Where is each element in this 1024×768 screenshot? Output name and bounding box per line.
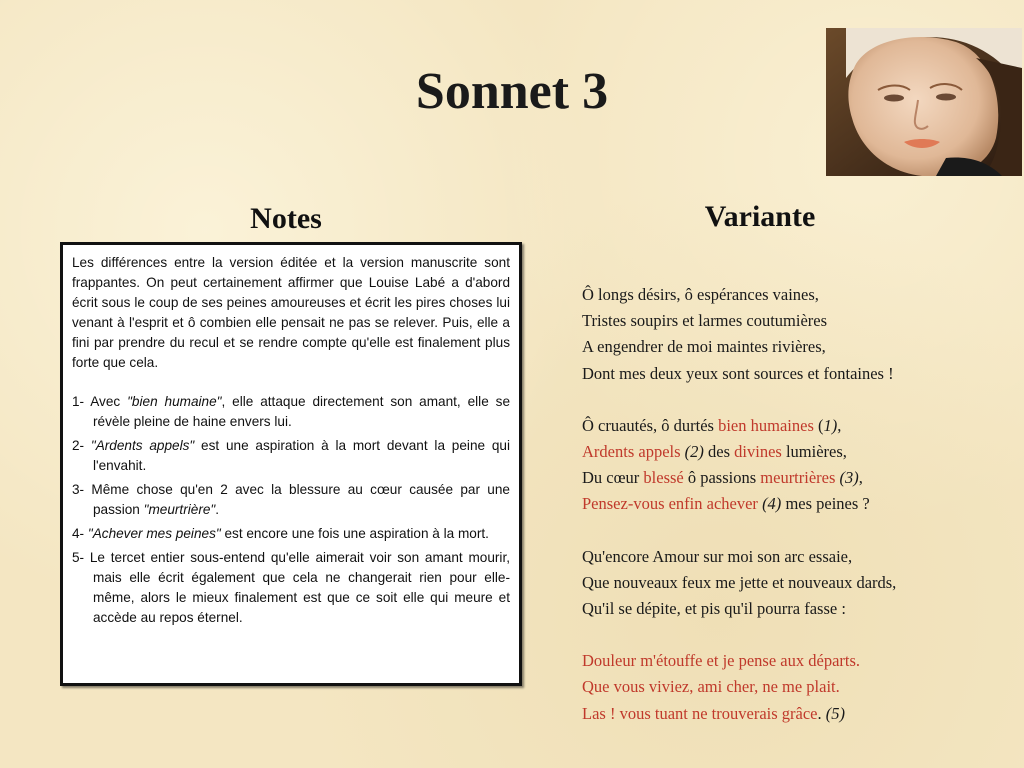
note-text: est encore une fois une aspiration à la mort.	[220, 526, 489, 541]
poem-text: des	[703, 442, 735, 462]
poem-text: Douleur m'étouffe et je pense aux départs.	[582, 651, 861, 671]
note-number: 1-	[72, 394, 91, 409]
poem-text: meurtrières	[760, 468, 836, 488]
poem-text: mes peines ?	[781, 494, 870, 514]
note-text: "Ardents appels"	[90, 438, 195, 453]
note-item	[72, 548, 510, 628]
poem-text: 1)	[823, 415, 838, 435]
poem-text: Tristes soupirs et larmes coutumières	[582, 311, 828, 331]
poem-text: blessé	[643, 468, 684, 488]
poem-line	[582, 648, 1002, 674]
note-item	[72, 480, 510, 520]
poem-text: ,	[837, 415, 842, 435]
poem-line	[582, 361, 1002, 387]
poem-text: Du cœur	[582, 468, 644, 488]
note-number: 3-	[72, 482, 92, 497]
poem-text: (3)	[839, 468, 859, 488]
note-text: est une aspiration à la mort devant la peine qui l'envahit.	[93, 438, 510, 473]
poem-line	[582, 282, 1002, 308]
poem-text: divines	[734, 442, 782, 462]
poem-stanza	[582, 544, 1002, 623]
poem-stanza	[582, 413, 1002, 518]
note-text: "meurtrière"	[143, 502, 216, 517]
note-text: .	[215, 502, 220, 517]
poem-text: ô passions	[683, 468, 761, 488]
poem-line	[582, 674, 1002, 700]
poem-stanza	[582, 282, 1002, 387]
slide-title: Sonnet 3	[415, 63, 609, 120]
poem-line	[582, 701, 1002, 727]
poem-text: Las ! vous tuant ne trouverais grâce	[582, 703, 818, 723]
poem-text: (5)	[825, 703, 845, 723]
poem-text: Ô cruautés, ô durtés	[582, 415, 719, 435]
poem-line	[582, 334, 1002, 360]
poem-text: ,	[858, 468, 863, 488]
notes-intro: Les différences entre la version éditée et la version manuscrite sont frappantes. On peut certainement affirmer que Louise Labé a d'abord écrit sous le coup de ses peines amoureuses et écrit les pires choses lui venant à l'esprit et ô combien elle pensait ne pas se relever. Puis, elle a fini par prendre du recul et se rendre compte qu'elle est finalement plus forte que cela.	[72, 255, 510, 370]
poem-text: lumières,	[781, 442, 847, 462]
poem-text: Ô longs désirs, ô espérances vaines,	[582, 285, 819, 304]
note-item	[72, 436, 510, 476]
note-number: 2-	[72, 438, 91, 453]
poem-line	[582, 570, 1002, 596]
note-text: Avec	[90, 394, 128, 409]
notes-heading: Notes	[250, 202, 322, 235]
poem-text: (2)	[684, 442, 704, 462]
poem-text: (	[813, 415, 824, 435]
note-number: 4-	[72, 526, 88, 541]
poem-line	[582, 544, 1002, 570]
variante-heading: Variante	[704, 200, 816, 233]
note-item	[72, 524, 510, 544]
note-text: "bien humaine"	[127, 394, 222, 409]
note-text: , elle attaque directement son amant, elle se révèle pleine de haine envers lui.	[93, 394, 510, 429]
poem-line	[582, 413, 1002, 439]
poem-stanza	[582, 648, 1002, 727]
poem-text: Que nouveaux feux me jette et nouveaux dards,	[582, 572, 897, 592]
poem-line	[582, 465, 1002, 491]
notes-list	[72, 392, 510, 628]
poem-text: Ardents appels	[582, 442, 681, 462]
portrait-image	[826, 28, 1022, 176]
note-text: Même chose qu'en 2 avec la blessure au cœur causée par une passion	[91, 482, 510, 517]
variante-poem	[582, 282, 1002, 727]
poem-line	[582, 308, 1002, 334]
poem-line	[582, 596, 1002, 622]
poem-text: (4)	[762, 494, 782, 514]
note-item	[72, 392, 510, 432]
poem-text: Pensez-vous enfin achever	[582, 494, 758, 514]
poem-line	[582, 439, 1002, 465]
poem-line	[582, 491, 1002, 517]
poem-text: Qu'encore Amour sur moi son arc essaie,	[582, 546, 853, 566]
note-number: 5-	[72, 550, 90, 565]
poem-text: .	[817, 703, 826, 723]
poem-text: Dont mes deux yeux sont sources et fontaines !	[582, 363, 894, 383]
notes-box	[60, 242, 522, 686]
note-text: "Achever mes peines"	[87, 526, 221, 541]
poem-text: Que vous viviez, ami cher, ne me plait.	[582, 677, 840, 697]
poem-text: A engendrer de moi maintes rivières,	[582, 337, 826, 357]
poem-text: bien humaines	[718, 415, 814, 435]
poem-text: Qu'il se dépite, et pis qu'il pourra fasse :	[582, 599, 846, 619]
note-text: Le tercet entier sous-entend qu'elle aimerait voir son amant mourir, mais elle écrit également que cela ne changerait rien pour elle-même, alors le mieux finalement est que ce soit elle qui meure et accède au repos éternel.	[89, 550, 510, 625]
